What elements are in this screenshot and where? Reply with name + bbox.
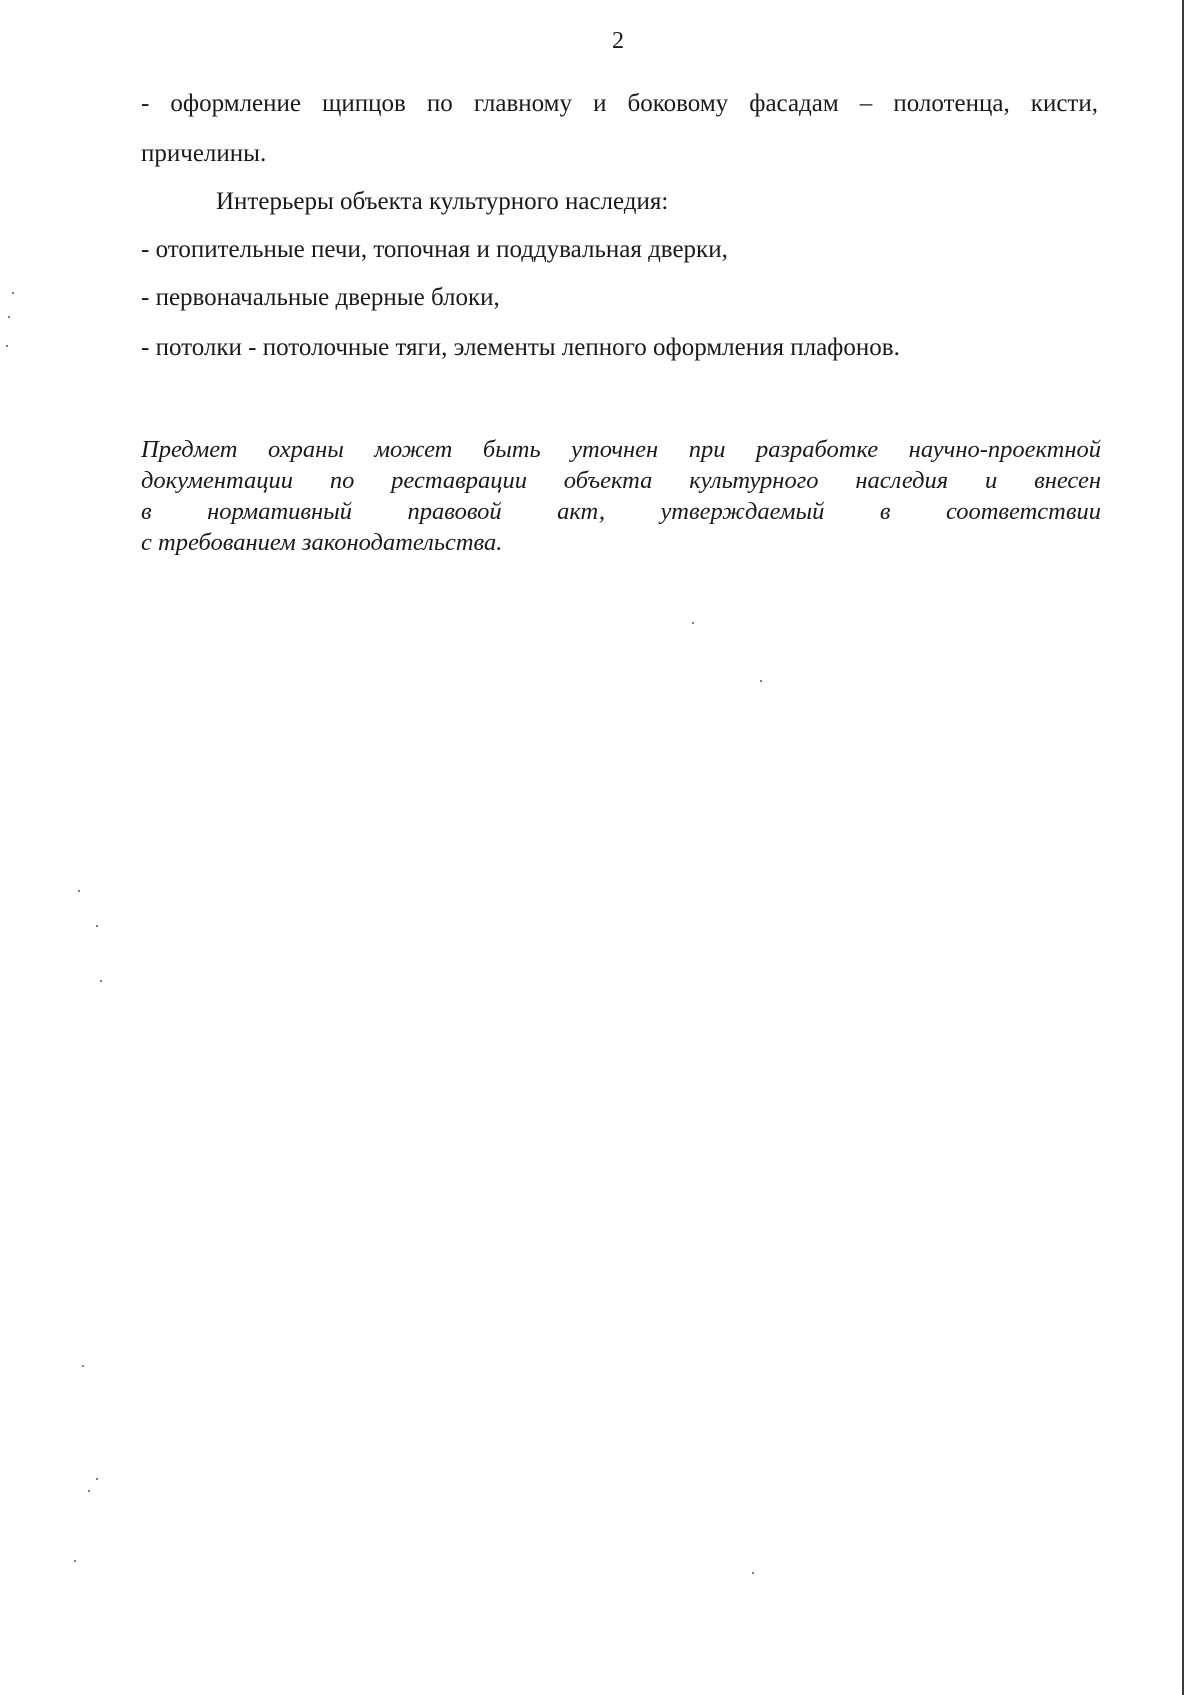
- scan-speck: [8, 316, 10, 318]
- note-line-2: документации по реставрации объекта культурного наследия и внесен: [141, 467, 1101, 494]
- scan-speck: [74, 1560, 76, 1562]
- body-line-6: - потолки - потолочные тяги, элементы лепного оформления плафонов.: [141, 334, 900, 361]
- body-line-4: - отопительные печи, топочная и поддувальная дверки,: [141, 236, 728, 263]
- scan-speck: [6, 345, 8, 347]
- scan-speck: [88, 1490, 90, 1492]
- note-line-1: Предмет охраны может быть уточнен при разработке научно-проектной: [141, 436, 1101, 463]
- page-number: 2: [612, 28, 624, 54]
- note-line-3: в нормативный правовой акт, утверждаемый в соответствии: [141, 498, 1101, 525]
- body-line-1: - оформление щипцов по главному и боковому фасадам – полотенца, кисти,: [141, 90, 1098, 117]
- scan-speck: [96, 925, 98, 927]
- body-line-5: - первоначальные дверные блоки,: [141, 284, 500, 311]
- section-heading-interiors: Интерьеры объекта культурного наследия:: [216, 188, 669, 215]
- body-line-2: причелины.: [141, 140, 267, 167]
- scan-speck: [100, 980, 102, 982]
- scan-speck: [82, 1365, 84, 1367]
- note-line-4: с требованием законодательства.: [141, 529, 503, 556]
- scan-edge-line: [1182, 0, 1184, 1695]
- scan-speck: [78, 890, 80, 892]
- scan-speck: [760, 680, 762, 682]
- scan-speck: [692, 622, 694, 624]
- protection-note: [141, 434, 1101, 558]
- scan-speck: [752, 1572, 754, 1574]
- scan-speck: [96, 1478, 98, 1480]
- scan-speck: [12, 292, 14, 294]
